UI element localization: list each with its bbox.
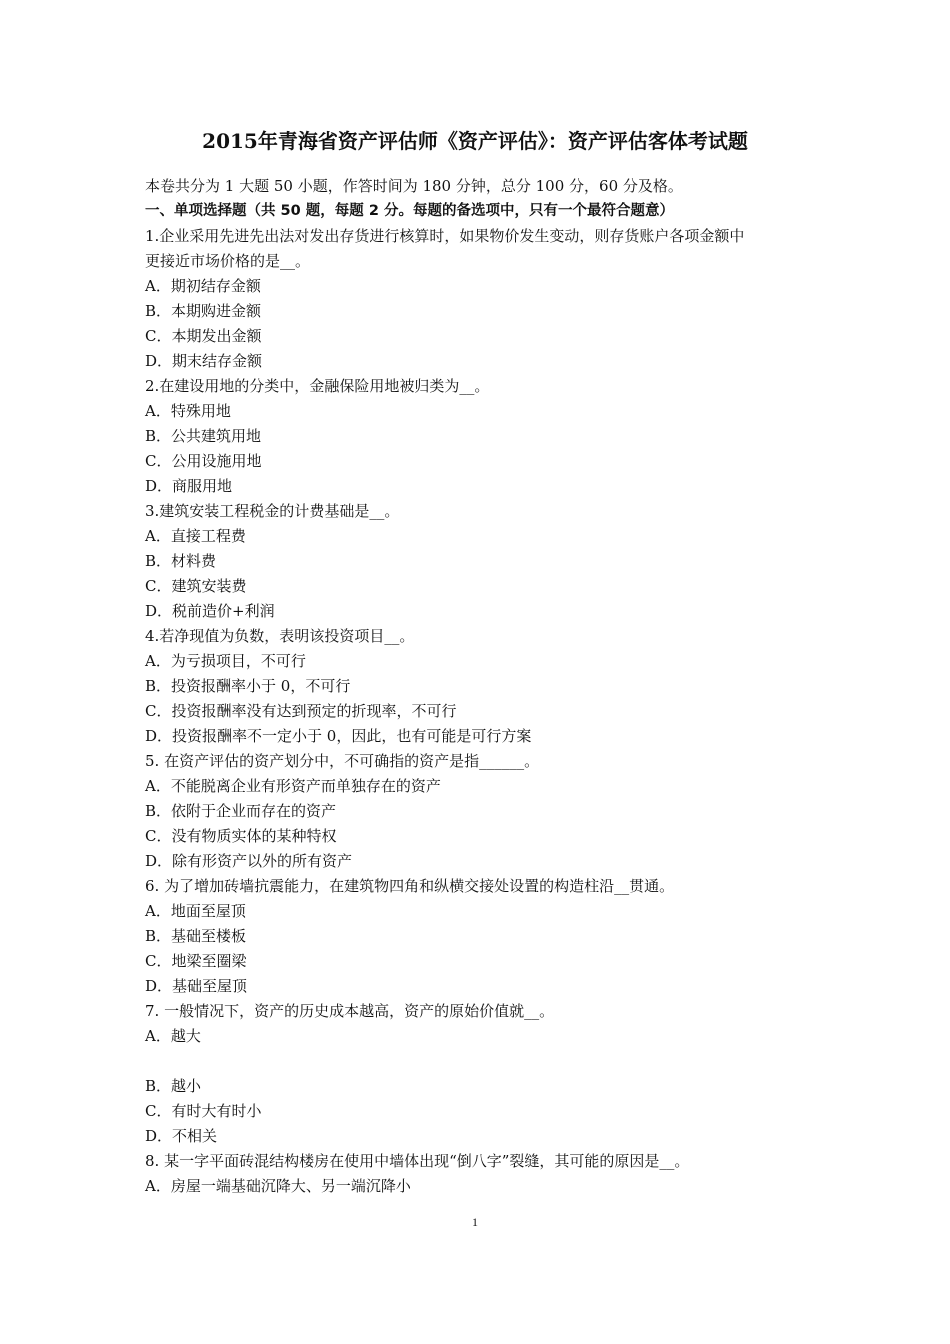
- option-a: A．期初结存金额: [145, 277, 261, 295]
- page-number: 1: [472, 1215, 478, 1229]
- question-stem: 1.企业采用先进先出法对发出存货进行核算时，如果物价发生变动，则存货账户各项金额中: [145, 227, 745, 245]
- option-a: A．直接工程费: [145, 527, 246, 545]
- option-b: B．材料费: [145, 552, 217, 570]
- option-d: D．投资报酬率不一定小于 0，因此，也有可能是可行方案: [145, 727, 532, 745]
- blank-line: [145, 1049, 825, 1074]
- document-body: [145, 174, 825, 1199]
- question-stem: 7. 一般情况下，资产的历史成本越高，资产的原始价值就__。: [145, 1002, 555, 1020]
- option-c: C．本期发出金额: [145, 327, 262, 345]
- option-c: C．没有物质实体的某种特权: [145, 827, 337, 845]
- question-stem: 3.建筑安装工程税金的计费基础是__。: [145, 502, 400, 520]
- exam-intro: 本卷共分为 1 大题 50 小题，作答时间为 180 分钟，总分 100 分，60 分及格。: [145, 177, 683, 195]
- section-heading: 一、单项选择题（共 50 题，每题 2 分。每题的备选项中，只有一个最符合题意）: [145, 203, 674, 219]
- option-d: D．商服用地: [145, 477, 233, 495]
- document-title: 2015年青海省资产评估师《资产评估》：资产评估客体考试题: [202, 129, 748, 153]
- question-6: [145, 874, 825, 999]
- option-a: A．为亏损项目，不可行: [145, 652, 306, 670]
- option-c: C．地梁至圈梁: [145, 952, 247, 970]
- question-3: [145, 499, 825, 624]
- question-5: [145, 749, 825, 874]
- option-b: B．本期购进金额: [145, 302, 262, 320]
- option-b: B．公共建筑用地: [145, 427, 262, 445]
- question-1: [145, 224, 825, 374]
- question-8: [145, 1149, 825, 1199]
- question-stem: 5. 在资产评估的资产划分中，不可确指的资产是指______。: [145, 752, 540, 770]
- option-b: B．依附于企业而存在的资产: [145, 802, 337, 820]
- question-stem: 2.在建设用地的分类中，金融保险用地被归类为__。: [145, 377, 490, 395]
- option-a: A．地面至屋顶: [145, 902, 246, 920]
- question-stem: 4.若净现值为负数，表明该投资项目__。: [145, 627, 415, 645]
- option-a: A．越大: [145, 1027, 201, 1045]
- option-a: A．不能脱离企业有形资产而单独存在的资产: [145, 777, 441, 795]
- option-d: D．基础至屋顶: [145, 977, 248, 995]
- option-c: C．公用设施用地: [145, 452, 262, 470]
- question-stem: 6. 为了增加砖墙抗震能力，在建筑物四角和纵横交接处设置的构造柱沿__贯通。: [145, 877, 675, 895]
- option-a: A．房屋一端基础沉降大、另一端沉降小: [145, 1177, 411, 1195]
- option-b: B．投资报酬率小于 0，不可行: [145, 677, 351, 695]
- question-2: [145, 374, 825, 499]
- option-d: D．除有形资产以外的所有资产: [145, 852, 353, 870]
- question-stem-continued: 更接近市场价格的是__。: [145, 252, 311, 270]
- option-d: D．税前造价+利润: [145, 602, 275, 620]
- question-4: [145, 624, 825, 749]
- option-b: B．越小: [145, 1077, 202, 1095]
- question-7: [145, 999, 825, 1149]
- option-b: B．基础至楼板: [145, 927, 247, 945]
- option-c: C．投资报酬率没有达到预定的折现率，不可行: [145, 702, 457, 720]
- option-d: D．不相关: [145, 1127, 218, 1145]
- option-d: D．期末结存金额: [145, 352, 263, 370]
- option-c: C．有时大有时小: [145, 1102, 262, 1120]
- option-a: A．特殊用地: [145, 402, 231, 420]
- option-c: C．建筑安装费: [145, 577, 247, 595]
- question-stem: 8. 某一字平面砖混结构楼房在使用中墙体出现“倒八字”裂缝，其可能的原因是__。: [145, 1152, 690, 1170]
